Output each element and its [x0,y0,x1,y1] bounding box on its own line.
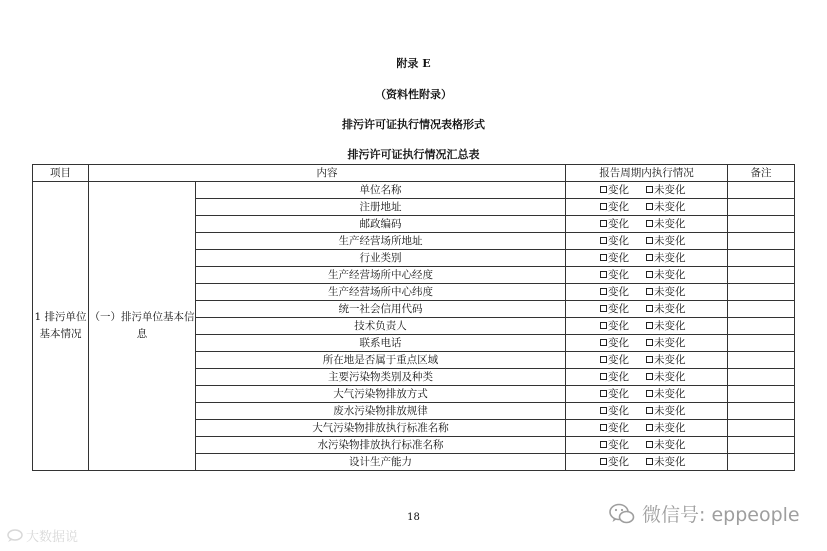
wechat-icon [608,502,636,526]
status-cell [566,250,728,267]
unchanged-label: 未变化 [654,354,686,366]
summary-table [32,164,795,471]
status-cell [566,386,728,403]
content-item: 单位名称 [196,182,566,199]
changed-option[interactable] [600,320,646,332]
checkbox-icon[interactable] [600,424,607,431]
changed-option[interactable] [600,303,646,315]
changed-label: 变化 [608,235,629,247]
remarks-cell[interactable] [728,335,795,352]
unchanged-option[interactable] [646,388,686,400]
changed-label: 变化 [608,184,629,196]
content-item: 设计生产能力 [196,454,566,471]
content-item: 生产经营场所地址 [196,233,566,250]
status-cell [566,420,728,437]
col-header-status: 报告周期内执行情况 [566,165,728,182]
checkbox-icon[interactable] [600,254,607,261]
unchanged-label: 未变化 [654,422,686,434]
unchanged-option[interactable] [646,184,686,196]
changed-label: 变化 [608,218,629,230]
unchanged-option[interactable] [646,218,686,230]
checkbox-icon[interactable] [646,271,653,278]
table-header-row [33,165,795,182]
checkbox-icon[interactable] [600,220,607,227]
unchanged-label: 未变化 [654,218,686,230]
checkbox-icon[interactable] [646,305,653,312]
content-item: 生产经营场所中心经度 [196,267,566,284]
remarks-cell[interactable] [728,182,795,199]
unchanged-option[interactable] [646,422,686,434]
content-item: 统一社会信用代码 [196,301,566,318]
changed-label: 变化 [608,354,629,366]
checkbox-icon[interactable] [646,424,653,431]
page-number: 18 [407,512,420,523]
remarks-cell[interactable] [728,386,795,403]
content-item: 联系电话 [196,335,566,352]
unchanged-option[interactable] [646,405,686,417]
unchanged-label: 未变化 [654,371,686,383]
changed-label: 变化 [608,388,629,400]
content-item: 所在地是否属于重点区域 [196,352,566,369]
changed-option[interactable] [600,388,646,400]
changed-option[interactable] [600,269,646,281]
status-cell [566,352,728,369]
changed-label: 变化 [608,286,629,298]
checkbox-icon[interactable] [600,373,607,380]
changed-label: 变化 [608,252,629,264]
checkbox-icon[interactable] [600,356,607,363]
checkbox-icon[interactable] [600,407,607,414]
unchanged-label: 未变化 [654,320,686,332]
status-cell [566,233,728,250]
remarks-cell[interactable] [728,454,795,471]
unchanged-option[interactable] [646,303,686,315]
unchanged-label: 未变化 [654,456,686,468]
chat-bubble-icon [6,529,26,543]
status-cell [566,284,728,301]
content-item: 水污染物排放执行标准名称 [196,437,566,454]
changed-option[interactable] [600,371,646,383]
appendix-nature: （资料性附录） [375,88,452,101]
changed-option[interactable] [600,337,646,349]
unchanged-option[interactable] [646,456,686,468]
checkbox-icon[interactable] [600,339,607,346]
changed-option[interactable] [600,252,646,264]
remarks-cell[interactable] [728,284,795,301]
unchanged-label: 未变化 [654,337,686,349]
col-header-remarks: 备注 [728,165,795,182]
remarks-cell[interactable] [728,301,795,318]
unchanged-label: 未变化 [654,303,686,315]
remarks-cell[interactable] [728,216,795,233]
unchanged-option[interactable] [646,269,686,281]
changed-option[interactable] [600,184,646,196]
changed-label: 变化 [608,439,629,451]
changed-label: 变化 [608,405,629,417]
status-cell [566,318,728,335]
checkbox-icon[interactable] [646,322,653,329]
content-item: 行业类别 [196,250,566,267]
checkbox-icon[interactable] [600,288,607,295]
remarks-cell[interactable] [728,403,795,420]
unchanged-option[interactable] [646,286,686,298]
checkbox-icon[interactable] [646,288,653,295]
watermark-right [608,500,800,527]
checkbox-icon[interactable] [646,254,653,261]
watermark-left [6,526,78,545]
content-item: 大气污染物排放方式 [196,386,566,403]
changed-label: 变化 [608,201,629,213]
checkbox-icon[interactable] [600,237,607,244]
checkbox-icon[interactable] [600,271,607,278]
content-item: 大气污染物排放执行标准名称 [196,420,566,437]
remarks-cell[interactable] [728,199,795,216]
unchanged-label: 未变化 [654,184,686,196]
content-item: 废水污染物排放规律 [196,403,566,420]
checkbox-icon[interactable] [646,237,653,244]
changed-option[interactable] [600,405,646,417]
status-cell [566,301,728,318]
changed-option[interactable] [600,422,646,434]
remarks-cell[interactable] [728,267,795,284]
subcategory-cell: （一）排污单位基本信息 [89,182,196,471]
changed-label: 变化 [608,269,629,281]
remarks-cell[interactable] [728,437,795,454]
content-item: 注册地址 [196,199,566,216]
status-cell [566,403,728,420]
checkbox-icon[interactable] [600,441,607,448]
unchanged-label: 未变化 [654,201,686,213]
changed-option[interactable] [600,439,646,451]
changed-option[interactable] [600,354,646,366]
unchanged-option[interactable] [646,439,686,451]
unchanged-label: 未变化 [654,269,686,281]
content-item: 邮政编码 [196,216,566,233]
checkbox-icon[interactable] [600,305,607,312]
changed-option[interactable] [600,235,646,247]
unchanged-option[interactable] [646,320,686,332]
checkbox-icon[interactable] [646,441,653,448]
checkbox-icon[interactable] [646,203,653,210]
col-header-item: 项目 [33,165,89,182]
content-item: 主要污染物类别及种类 [196,369,566,386]
unchanged-label: 未变化 [654,388,686,400]
table-title: 排污许可证执行情况汇总表 [347,148,480,161]
content-item: 生产经营场所中心纬度 [196,284,566,301]
table-row [33,182,795,199]
remarks-cell[interactable] [728,250,795,267]
remarks-cell[interactable] [728,233,795,250]
watermark-right-text: 微信号: eppeople [642,504,800,526]
remarks-cell[interactable] [728,420,795,437]
unchanged-label: 未变化 [654,439,686,451]
category-cell: 1 排污单位基本情况 [33,182,89,471]
status-cell [566,267,728,284]
checkbox-icon[interactable] [600,390,607,397]
unchanged-label: 未变化 [654,235,686,247]
changed-label: 变化 [608,371,629,383]
status-cell [566,335,728,352]
remarks-cell[interactable] [728,352,795,369]
checkbox-icon[interactable] [646,458,653,465]
status-cell [566,369,728,386]
watermark-left-text: 大数据说 [26,530,79,545]
changed-option[interactable] [600,286,646,298]
unchanged-option[interactable] [646,252,686,264]
appendix-label: 附录 E [396,57,431,70]
unchanged-label: 未变化 [654,405,686,417]
remarks-cell[interactable] [728,318,795,335]
checkbox-icon[interactable] [646,186,653,193]
changed-label: 变化 [608,320,629,332]
checkbox-icon[interactable] [600,322,607,329]
status-cell [566,437,728,454]
status-cell [566,182,728,199]
checkbox-icon[interactable] [646,356,653,363]
changed-label: 变化 [608,303,629,315]
remarks-cell[interactable] [728,369,795,386]
document-title: 排污许可证执行情况表格形式 [342,118,485,131]
checkbox-icon[interactable] [646,373,653,380]
unchanged-option[interactable] [646,235,686,247]
status-cell [566,199,728,216]
checkbox-icon[interactable] [646,390,653,397]
checkbox-icon[interactable] [600,186,607,193]
unchanged-label: 未变化 [654,252,686,264]
changed-label: 变化 [608,422,629,434]
checkbox-icon[interactable] [646,339,653,346]
checkbox-icon[interactable] [646,220,653,227]
unchanged-option[interactable] [646,201,686,213]
status-cell [566,216,728,233]
changed-label: 变化 [608,337,629,349]
checkbox-icon[interactable] [600,203,607,210]
unchanged-option[interactable] [646,371,686,383]
content-item: 技术负责人 [196,318,566,335]
changed-option[interactable] [600,456,646,468]
unchanged-label: 未变化 [654,286,686,298]
changed-option[interactable] [600,201,646,213]
unchanged-option[interactable] [646,354,686,366]
changed-option[interactable] [600,218,646,230]
status-cell [566,454,728,471]
changed-label: 变化 [608,456,629,468]
unchanged-option[interactable] [646,337,686,349]
col-header-content: 内容 [89,165,566,182]
checkbox-icon[interactable] [646,407,653,414]
checkbox-icon[interactable] [600,458,607,465]
